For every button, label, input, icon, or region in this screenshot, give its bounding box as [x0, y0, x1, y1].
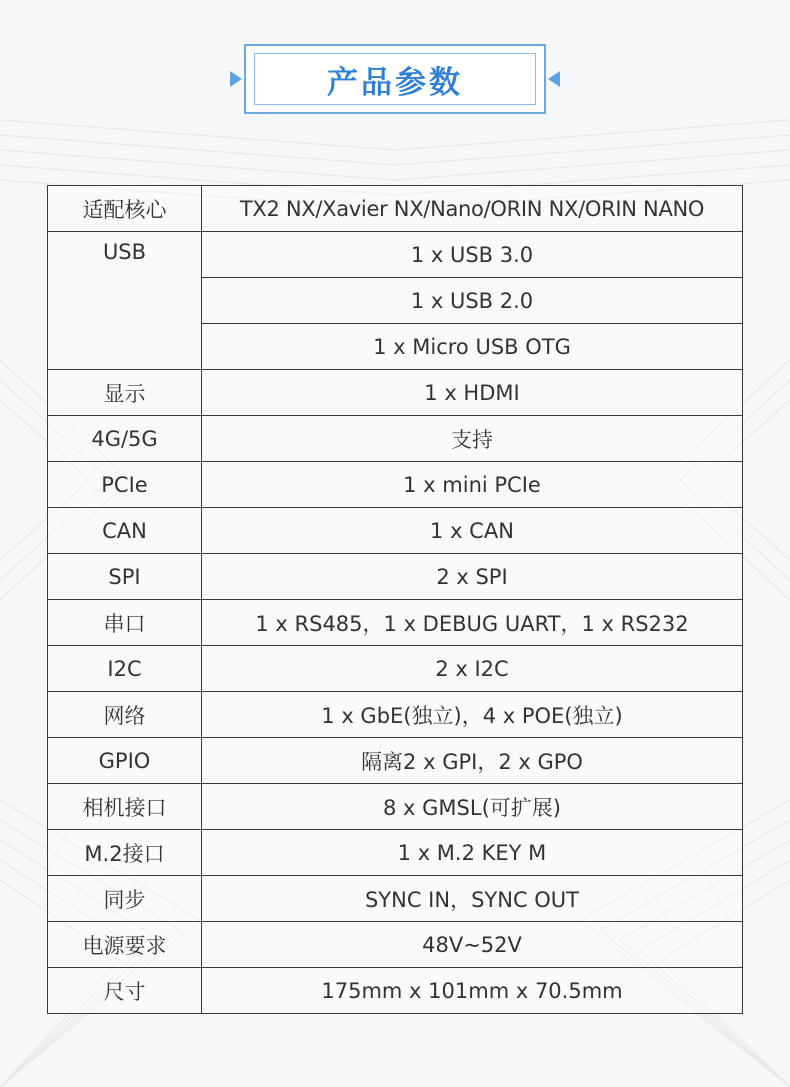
table-row: [48, 738, 743, 784]
spec-label: I2C: [48, 646, 202, 692]
spec-value: 2 x I2C: [202, 646, 743, 692]
table-row: [48, 600, 743, 646]
spec-table: [47, 185, 743, 1014]
table-row: [48, 508, 743, 554]
section-title-banner: [230, 44, 560, 114]
spec-value: 48V~52V: [202, 922, 743, 968]
spec-value: TX2 NX/Xavier NX/Nano/ORIN NX/ORIN NANO: [202, 186, 743, 232]
table-row: [48, 462, 743, 508]
spec-label: SPI: [48, 554, 202, 600]
spec-value: 1 x M.2 KEY M: [202, 830, 743, 876]
spec-label: 网络: [48, 692, 202, 738]
table-row: [48, 186, 743, 232]
table-row: [48, 646, 743, 692]
table-row: [48, 370, 743, 416]
table-row: [48, 830, 743, 876]
spec-value: 1 x RS485，1 x DEBUG UART，1 x RS232: [202, 600, 743, 646]
spec-value: 2 x SPI: [202, 554, 743, 600]
spec-value: 支持: [202, 416, 743, 462]
table-row: [48, 968, 743, 1014]
spec-value: 隔离2 x GPI，2 x GPO: [202, 738, 743, 784]
spec-label: 显示: [48, 370, 202, 416]
page-title: 产品参数: [327, 64, 463, 101]
table-row: [48, 876, 743, 922]
spec-label: M.2接口: [48, 830, 202, 876]
spec-value: 1 x Micro USB OTG: [202, 324, 743, 370]
spec-value: 8 x GMSL(可扩展): [202, 784, 743, 830]
spec-value: SYNC IN，SYNC OUT: [202, 876, 743, 922]
spec-value: 1 x CAN: [202, 508, 743, 554]
spec-label: 同步: [48, 876, 202, 922]
table-row: [48, 784, 743, 830]
table-row: [48, 922, 743, 968]
spec-label: 适配核心: [48, 186, 202, 232]
table-row: [48, 232, 743, 278]
spec-label: 电源要求: [48, 922, 202, 968]
table-row: [48, 692, 743, 738]
right-arrow-icon: [548, 71, 560, 87]
spec-value: 1 x mini PCIe: [202, 462, 743, 508]
spec-value: 1 x HDMI: [202, 370, 743, 416]
spec-value: 175mm x 101mm x 70.5mm: [202, 968, 743, 1014]
spec-label: 串口: [48, 600, 202, 646]
spec-value: 1 x USB 3.0: [202, 232, 743, 278]
spec-label: PCIe: [48, 462, 202, 508]
table-row: [48, 554, 743, 600]
spec-label: CAN: [48, 508, 202, 554]
spec-label: GPIO: [48, 738, 202, 784]
spec-value: 1 x USB 2.0: [202, 278, 743, 324]
spec-value: 1 x GbE(独立)，4 x POE(独立): [202, 692, 743, 738]
spec-label: USB: [48, 232, 202, 370]
spec-label: 4G/5G: [48, 416, 202, 462]
spec-label: 相机接口: [48, 784, 202, 830]
left-arrow-icon: [230, 71, 242, 87]
table-row: [48, 416, 743, 462]
spec-label: 尺寸: [48, 968, 202, 1014]
